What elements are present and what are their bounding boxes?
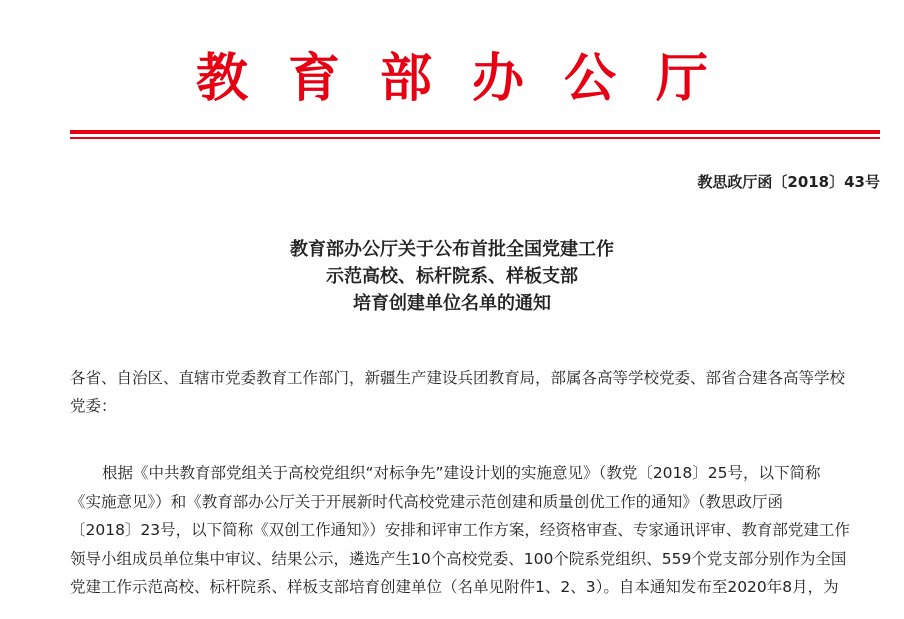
letterhead-char: 厅 [656,48,709,109]
body-paragraph [70,459,882,602]
letterhead-char: 教 [196,48,249,109]
letterhead-char: 育 [288,48,341,109]
letterhead-rule-thin [70,137,880,139]
letterhead-char: 办 [472,48,525,109]
body-line: 党建工作示范高校、标杆院系、样板支部培育创建单位（名单见附件1、2、3）。自本通知发布至2020年8月，为 [70,578,839,596]
salutation [70,364,882,420]
salutation-line: 党委： [70,397,117,415]
body-line: 根据《中共教育部党组关于高校党组织“对标争先”建设计划的实施意见》（教党〔2018〕25号，以下简称 [102,464,821,482]
title-line: 培育创建单位名单的通知 [353,293,551,314]
title-line: 示范高校、标杆院系、样板支部 [326,266,578,287]
letterhead-rule-thick [70,130,880,134]
body-line: 〔2018〕23号，以下简称《双创工作通知》）安排和评审工作方案，经资格审查、专家通讯评审、教育部党建工作 [70,521,850,539]
title-line: 教育部办公厅关于公布首批全国党建工作 [290,239,614,260]
document-number: 教思政厅函〔2018〕43号 [697,173,880,191]
letterhead-char: 公 [564,48,617,109]
body-line: 领导小组成员单位集中审议、结果公示，遴选产生10个高校党委、100个院系党组织、559个党支部分别作为全国 [70,549,847,568]
document-title [0,236,904,317]
letterhead [0,44,904,114]
letterhead-char: 部 [380,48,433,109]
body-line: 《实施意见》）和《教育部办公厅关于开展新时代高校党建示范创建和质量创优工作的通知》（教思政厅函 [70,492,784,511]
salutation-line: 各省、自治区、直辖市党委教育工作部门，新疆生产建设兵团教育局，部属各高等学校党委、部省合建各高等学校 [70,369,846,387]
